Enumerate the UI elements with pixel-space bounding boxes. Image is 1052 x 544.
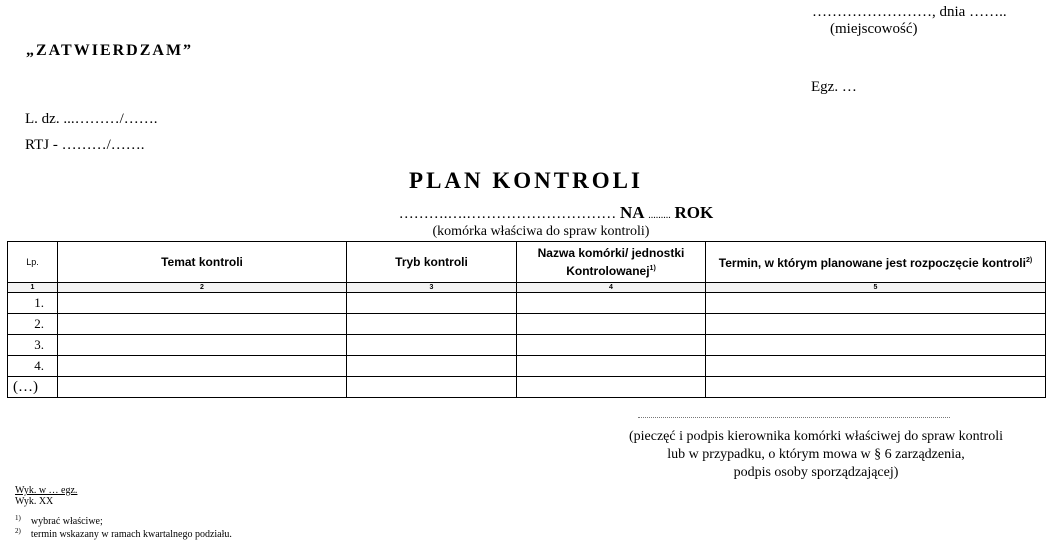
subtitle-rok: ROK: [674, 203, 714, 222]
cell-unit[interactable]: [517, 377, 706, 398]
header-date-footnote: 2): [1025, 257, 1033, 264]
cell-date[interactable]: [706, 356, 1046, 377]
footnote-1-mark: 1): [15, 514, 21, 522]
control-plan-table: [7, 241, 1046, 398]
table-row: [8, 356, 1046, 377]
approve-label: „ZATWIERDZAM”: [26, 42, 194, 59]
header-unit-text: Nazwa komórki/ jednostki Kontrolowanej: [537, 245, 685, 278]
cell-date[interactable]: [706, 335, 1046, 356]
cell-topic[interactable]: [58, 356, 347, 377]
header-unit: [517, 242, 706, 283]
signature-line: [638, 417, 950, 418]
column-number: 2: [58, 283, 347, 293]
table-row: [8, 335, 1046, 356]
cell-topic[interactable]: [58, 314, 347, 335]
cell-unit[interactable]: [517, 356, 706, 377]
column-number: 1: [8, 283, 58, 293]
copy-number: Egz. …: [811, 79, 857, 95]
row-number: 3.: [8, 335, 58, 356]
cell-mode[interactable]: [347, 335, 517, 356]
ldz-field: L. dz. ...………/…….: [25, 111, 158, 127]
cell-mode[interactable]: [347, 356, 517, 377]
cell-topic[interactable]: [58, 377, 347, 398]
plan-subtitle: [0, 203, 1052, 223]
footnote-1: [15, 514, 103, 527]
header-mode: Tryb kontroli: [347, 242, 517, 283]
cell-unit[interactable]: [517, 293, 706, 314]
column-number-row: [8, 283, 1046, 293]
table-row: [8, 293, 1046, 314]
table-row: [8, 314, 1046, 335]
subtitle-dots2: .........: [648, 210, 671, 221]
row-number: 4.: [8, 356, 58, 377]
column-number: 3: [347, 283, 517, 293]
subtitle-na: NA: [619, 203, 645, 222]
footnote-2-mark: 2): [15, 527, 21, 535]
signature-line3: podpis osoby sporządzającej): [733, 465, 899, 480]
rtj-field: RTJ - ………/…….: [25, 137, 145, 153]
header-topic: Temat kontroli: [58, 242, 347, 283]
header-date: [706, 242, 1046, 283]
footnote-1-text: wybrać właściwe;: [30, 516, 103, 528]
table-header-row: [8, 242, 1046, 283]
unit-label: (komórka właściwa do spraw kontroli): [432, 224, 650, 239]
cell-mode[interactable]: [347, 314, 517, 335]
header-unit-footnote: 1): [649, 264, 656, 272]
signature-line2: lub w przypadku, o którym mowa w § 6 zarządzenia,: [667, 447, 965, 462]
cell-unit[interactable]: [517, 314, 706, 335]
cell-date[interactable]: [706, 314, 1046, 335]
cell-date[interactable]: [706, 293, 1046, 314]
table-row: [8, 377, 1046, 398]
subtitle-dots: ……….….…………………………: [398, 206, 617, 222]
column-number: 4: [517, 283, 706, 293]
cell-mode[interactable]: [347, 377, 517, 398]
header-lp: Lp.: [8, 242, 58, 283]
row-number: 2.: [8, 314, 58, 335]
cell-topic[interactable]: [58, 293, 347, 314]
row-number: (…): [8, 377, 58, 398]
place-label: (miejscowość): [830, 21, 918, 37]
cell-mode[interactable]: [347, 293, 517, 314]
cell-topic[interactable]: [58, 335, 347, 356]
signature-caption: [600, 428, 1032, 482]
column-number: 5: [706, 283, 1046, 293]
cell-unit[interactable]: [517, 335, 706, 356]
prepared-by: Wyk. XX: [15, 496, 54, 507]
footnote-2-text: termin wskazany w ramach kwartalnego podziału.: [30, 529, 232, 541]
cell-date[interactable]: [706, 377, 1046, 398]
place-date: ……………………, dnia ……..: [812, 4, 1007, 20]
document-title: PLAN KONTROLI: [409, 168, 643, 193]
row-number: 1.: [8, 293, 58, 314]
header-date-text: Termin, w którym planowane jest rozpoczęcie kontroli: [718, 256, 1026, 270]
copies-made: Wyk. w … egz.: [15, 485, 78, 496]
signature-line1: (pieczęć i podpis kierownika komórki właściwej do spraw kontroli: [628, 429, 1003, 444]
footnote-2: [15, 527, 232, 540]
